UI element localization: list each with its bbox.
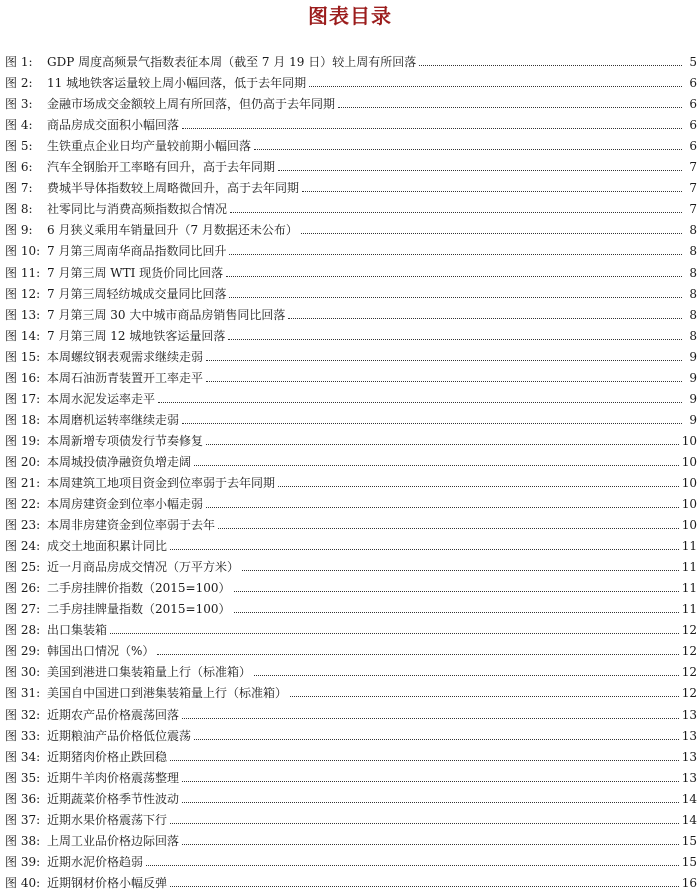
- figure-caption: 生铁重点企业日均产量较前期小幅回落: [47, 139, 252, 154]
- figure-number: 图 26:: [5, 581, 41, 596]
- figure-number: 图 40:: [5, 875, 41, 890]
- page-number: 8: [689, 328, 697, 343]
- figure-number: 图 14:: [5, 328, 41, 343]
- toc-entry[interactable]: [5, 174, 697, 195]
- toc-entry[interactable]: [5, 700, 697, 721]
- figure-number: 图 13:: [5, 307, 41, 322]
- page-number: 11: [681, 581, 697, 596]
- figure-caption: 本周磨机运转率继续走弱: [47, 412, 180, 427]
- dot-leader: [278, 169, 682, 171]
- dot-leader: [206, 443, 679, 445]
- page-number: 5: [689, 55, 697, 70]
- toc-entry[interactable]: [5, 448, 697, 469]
- page-number: 14: [681, 791, 697, 806]
- toc-entry[interactable]: [5, 595, 697, 616]
- toc-entry[interactable]: [5, 258, 697, 279]
- toc-entry[interactable]: [5, 153, 697, 174]
- toc-entry[interactable]: [5, 343, 697, 364]
- page-number: 6: [689, 139, 697, 154]
- page-number: 8: [689, 307, 697, 322]
- dot-leader: [170, 822, 679, 824]
- dot-leader: [288, 317, 682, 319]
- figure-caption: 6 月狭义乘用车销量回升（7 月数据还未公布）: [47, 223, 298, 238]
- page-number: 10: [681, 433, 697, 448]
- figure-number: 图 29:: [5, 644, 41, 659]
- figure-number: 图 39:: [5, 854, 41, 869]
- figure-caption: 本周城投债净融资负增走阔: [47, 454, 192, 469]
- dot-leader: [218, 527, 679, 529]
- dot-leader: [234, 611, 679, 613]
- figure-number: 图 9:: [5, 223, 33, 238]
- figure-number: 图 22:: [5, 497, 41, 512]
- figure-number: 图 4:: [5, 118, 33, 133]
- figure-caption: 本周建筑工地项目资金到位率弱于去年同期: [47, 475, 276, 490]
- dot-leader: [242, 569, 679, 571]
- dot-leader: [254, 674, 679, 676]
- page-number: 13: [681, 749, 697, 764]
- figure-caption: 韩国出口情况（%）: [47, 644, 155, 659]
- figure-list: [5, 48, 697, 890]
- toc-entry[interactable]: [5, 722, 697, 743]
- toc-entry[interactable]: [5, 553, 697, 574]
- figure-caption: 近期粮油产品价格低位震荡: [47, 728, 192, 743]
- page-number: 9: [689, 412, 697, 427]
- toc-entry[interactable]: [5, 301, 697, 322]
- figure-number: 图 37:: [5, 812, 41, 827]
- page-number: 11: [681, 602, 697, 617]
- toc-entry[interactable]: [5, 216, 697, 237]
- dot-leader: [229, 296, 682, 298]
- figure-number: 图 36:: [5, 791, 41, 806]
- figure-caption: 社零同比与消费高频指数拟合情况: [47, 202, 228, 217]
- figure-number: 图 27:: [5, 602, 41, 617]
- toc-entry[interactable]: [5, 848, 697, 869]
- figure-caption: 本周石油沥青装置开工率走平: [47, 370, 204, 385]
- dot-leader: [182, 843, 679, 845]
- page-number: 15: [681, 833, 697, 848]
- toc-entry[interactable]: [5, 280, 697, 301]
- page-number: 7: [689, 202, 697, 217]
- figure-caption: 本周非房建资金到位率弱于去年: [47, 518, 216, 533]
- figure-caption: 近期水泥价格趋弱: [47, 854, 144, 869]
- dot-leader: [194, 464, 679, 466]
- figure-number: 图 25:: [5, 560, 41, 575]
- page-number: 12: [681, 623, 697, 638]
- page-number: 10: [681, 518, 697, 533]
- dot-leader: [254, 148, 682, 150]
- toc-entry[interactable]: [5, 574, 697, 595]
- page-number: 13: [681, 707, 697, 722]
- page-number: 9: [689, 370, 697, 385]
- toc-title: 图表目录: [308, 4, 392, 28]
- figure-caption: 美国到港进口集装箱量上行（标准箱）: [47, 665, 252, 680]
- figure-caption: 本周新增专项债发行节奏修复: [47, 433, 204, 448]
- figure-caption: 成交土地面积累计同比: [47, 539, 168, 554]
- figure-caption: 近期农产品价格震荡回落: [47, 707, 180, 722]
- toc-entry[interactable]: [5, 637, 697, 658]
- page-number: 6: [689, 76, 697, 91]
- dot-leader: [301, 232, 682, 234]
- figure-caption: 本周螺纹钢表观需求继续走弱: [47, 349, 204, 364]
- toc-entry[interactable]: [5, 658, 697, 679]
- dot-leader: [278, 485, 679, 487]
- page-number: 8: [689, 244, 697, 259]
- figure-number: 图 8:: [5, 202, 33, 217]
- page-number: 13: [681, 728, 697, 743]
- dot-leader: [229, 253, 682, 255]
- page-number: 12: [681, 686, 697, 701]
- dot-leader: [182, 717, 679, 719]
- toc-entry[interactable]: [5, 785, 697, 806]
- figure-caption: 7 月第三周南华商品指数同比回升: [47, 244, 227, 259]
- page-number: 7: [689, 160, 697, 175]
- dot-leader: [170, 885, 679, 887]
- figure-caption: 7 月第三周轻纺城成交量同比回落: [47, 286, 227, 301]
- toc-entry[interactable]: [5, 237, 697, 258]
- figure-number: 图 5:: [5, 139, 33, 154]
- page-number: 13: [681, 770, 697, 785]
- dot-leader: [182, 127, 682, 129]
- figure-number: 图 16:: [5, 370, 41, 385]
- dot-leader: [158, 401, 682, 403]
- figure-caption: 近期牛羊肉价格震荡整理: [47, 770, 180, 785]
- figure-number: 图 17:: [5, 391, 41, 406]
- figure-number: 图 34:: [5, 749, 41, 764]
- page-number: 6: [689, 97, 697, 112]
- figure-caption: 费城半导体指数较上周略微回升，高于去年同期: [47, 181, 300, 196]
- figure-number: 图 18:: [5, 412, 41, 427]
- toc-entry[interactable]: [5, 111, 697, 132]
- dot-leader: [194, 738, 679, 740]
- toc-entry[interactable]: [5, 195, 697, 216]
- toc-entry[interactable]: [5, 511, 697, 532]
- figure-number: 图 30:: [5, 665, 41, 680]
- page-number: 12: [681, 665, 697, 680]
- dot-leader: [309, 85, 682, 87]
- figure-number: 图 31:: [5, 686, 41, 701]
- dot-leader: [234, 590, 679, 592]
- page-number: 10: [681, 475, 697, 490]
- page-number: 8: [689, 286, 697, 301]
- page-number: 6: [689, 118, 697, 133]
- dot-leader: [419, 64, 682, 66]
- toc-entry[interactable]: [5, 90, 697, 111]
- toc-entry[interactable]: [5, 364, 697, 385]
- dot-leader: [170, 759, 679, 761]
- toc-entry[interactable]: [5, 806, 697, 827]
- figure-number: 图 20:: [5, 454, 41, 469]
- toc-entry[interactable]: [5, 827, 697, 848]
- dot-leader: [206, 359, 682, 361]
- figure-number: 图 12:: [5, 286, 41, 301]
- dot-leader: [182, 422, 682, 424]
- dot-leader: [338, 106, 682, 108]
- figure-number: 图 33:: [5, 728, 41, 743]
- dot-leader: [157, 653, 678, 655]
- figure-number: 图 1:: [5, 55, 33, 70]
- figure-caption: 二手房挂牌价指数（2015=100）: [47, 581, 231, 596]
- figure-caption: 本周房建资金到位率小幅走弱: [47, 497, 204, 512]
- dot-leader: [110, 632, 679, 634]
- toc-entry[interactable]: [5, 616, 697, 637]
- figure-number: 图 38:: [5, 833, 41, 848]
- figure-number: 图 10:: [5, 244, 41, 259]
- figure-caption: 出口集装箱: [47, 623, 108, 638]
- page-number: 8: [689, 223, 697, 238]
- page-number: 11: [681, 560, 697, 575]
- dot-leader: [228, 338, 682, 340]
- toc-entry[interactable]: [5, 469, 697, 490]
- page-number: 15: [681, 854, 697, 869]
- dot-leader: [146, 864, 679, 866]
- toc-entry[interactable]: [5, 48, 697, 69]
- toc-entry[interactable]: [5, 427, 697, 448]
- figure-caption: 美国自中国进口到港集装箱量上行（标准箱）: [47, 686, 288, 701]
- toc-entry[interactable]: [5, 69, 697, 90]
- toc-entry[interactable]: [5, 764, 697, 785]
- page-number: 10: [681, 497, 697, 512]
- toc-entry[interactable]: [5, 532, 697, 553]
- page-number: 14: [681, 812, 697, 827]
- toc-entry[interactable]: [5, 132, 697, 153]
- figure-caption: 汽车全钢胎开工率略有回升，高于去年同期: [47, 160, 276, 175]
- toc-entry[interactable]: [5, 679, 697, 700]
- figure-number: 图 2:: [5, 76, 33, 91]
- dot-leader: [182, 801, 679, 803]
- figure-number: 图 24:: [5, 539, 41, 554]
- figure-caption: 7 月第三周 30 大中城市商品房销售同比回落: [47, 307, 286, 322]
- figure-number: 图 35:: [5, 770, 41, 785]
- figure-caption: 金融市场成交金额较上周有所回落，但仍高于去年同期: [47, 97, 336, 112]
- figure-number: 图 7:: [5, 181, 33, 196]
- figure-number: 图 23:: [5, 518, 41, 533]
- page-number: 11: [681, 539, 697, 554]
- figure-caption: 上周工业品价格边际回落: [47, 833, 180, 848]
- figure-caption: 近期蔬菜价格季节性波动: [47, 791, 180, 806]
- figure-number: 图 11:: [5, 265, 41, 280]
- toc-entry[interactable]: [5, 869, 697, 890]
- page-number: 7: [689, 181, 697, 196]
- figure-caption: 商品房成交面积小幅回落: [47, 118, 180, 133]
- figure-caption: 近期猪肉价格止跌回稳: [47, 749, 168, 764]
- figure-number: 图 3:: [5, 97, 33, 112]
- dot-leader: [170, 548, 679, 550]
- dot-leader: [182, 780, 679, 782]
- figure-caption: 本周水泥发运率走平: [47, 391, 156, 406]
- dot-leader: [206, 380, 682, 382]
- toc-entry[interactable]: [5, 385, 697, 406]
- toc-entry[interactable]: [5, 406, 697, 427]
- figure-number: 图 15:: [5, 349, 41, 364]
- figure-caption: 近期钢材价格小幅反弹: [47, 875, 168, 890]
- page-number: 10: [681, 454, 697, 469]
- figure-caption: 近一月商品房成交情况（万平方米）: [47, 560, 240, 575]
- dot-leader: [226, 275, 682, 277]
- figure-number: 图 6:: [5, 160, 33, 175]
- dot-leader: [206, 506, 679, 508]
- figure-caption: GDP 周度高频景气指数表征本周（截至 7 月 19 日）较上周有所回落: [47, 55, 417, 70]
- dot-leader: [230, 211, 682, 213]
- figure-caption: 11 城地铁客运量较上周小幅回落，低于去年同期: [47, 76, 307, 91]
- dot-leader: [290, 695, 679, 697]
- figure-caption: 二手房挂牌量指数（2015=100）: [47, 602, 231, 617]
- toc-entry[interactable]: [5, 490, 697, 511]
- page-number: 9: [689, 349, 697, 364]
- page-number: 16: [681, 875, 697, 890]
- figure-number: 图 21:: [5, 475, 41, 490]
- page-number: 8: [689, 265, 697, 280]
- page-number: 12: [681, 644, 697, 659]
- figure-caption: 7 月第三周 WTI 现货价同比回落: [47, 265, 224, 280]
- dot-leader: [302, 190, 682, 192]
- figure-caption: 近期水果价格震荡下行: [47, 812, 168, 827]
- figure-caption: 7 月第三周 12 城地铁客运量回落: [47, 328, 226, 343]
- figure-number: 图 32:: [5, 707, 41, 722]
- toc-entry[interactable]: [5, 322, 697, 343]
- page-number: 9: [689, 391, 697, 406]
- figure-number: 图 28:: [5, 623, 41, 638]
- figure-number: 图 19:: [5, 433, 41, 448]
- toc-entry[interactable]: [5, 743, 697, 764]
